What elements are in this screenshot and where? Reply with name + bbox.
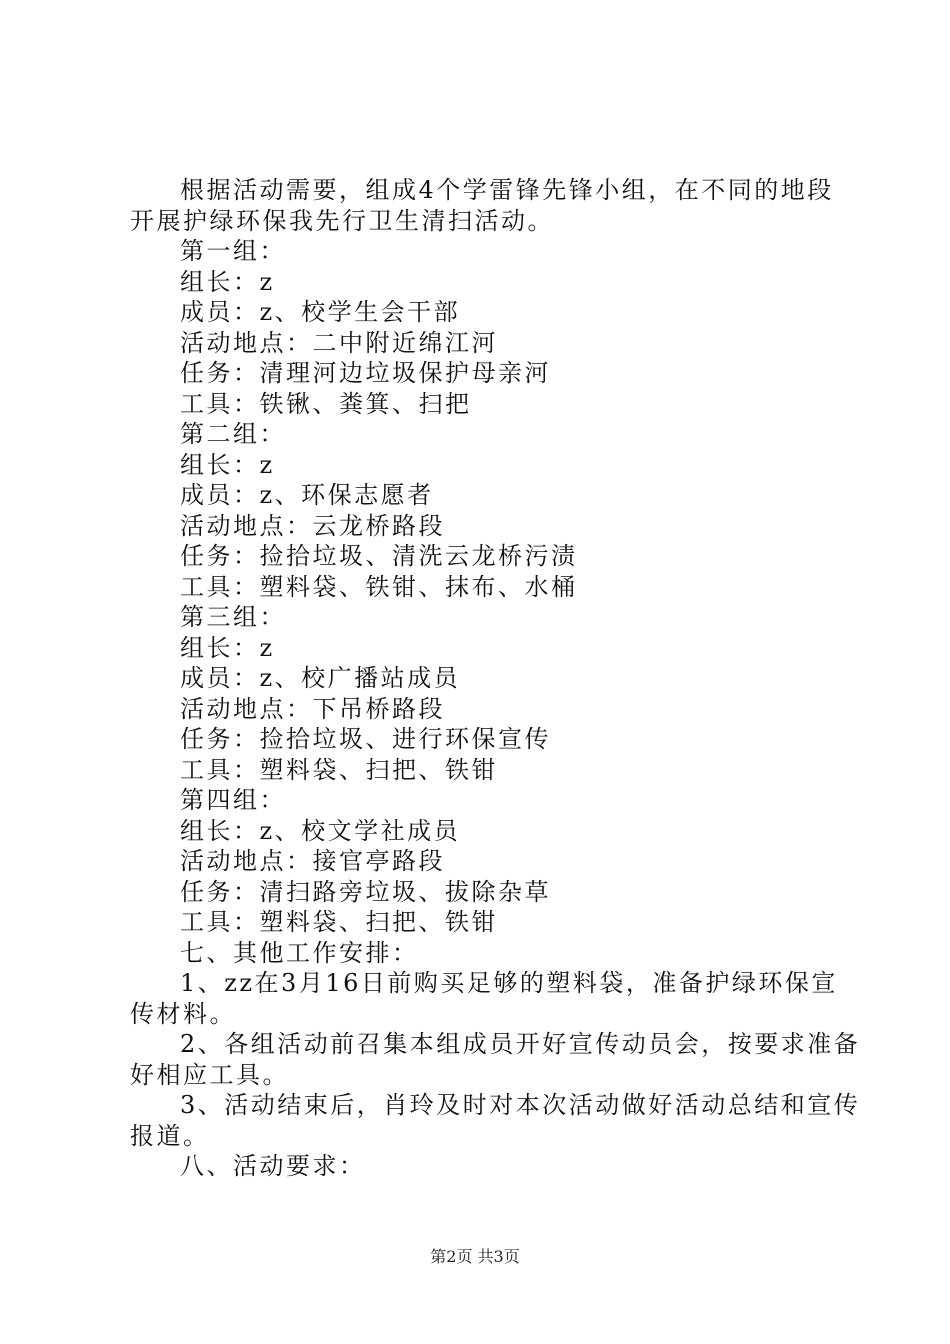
text-line: 第三组： (180, 603, 286, 631)
text-line: 八、活动要求： (180, 1152, 366, 1180)
text-line: 工具：铁锹、粪箕、扫把 (180, 389, 472, 418)
text-line: 任务：清扫路旁垃圾、拔除杂草 (180, 877, 551, 906)
text-line: 传材料。 (130, 999, 236, 1028)
text-line: 活动地点：接官亭路段 (180, 847, 445, 875)
text-line: 组长：z (180, 450, 275, 479)
text-line: 活动地点：二中附近绵江河 (180, 328, 498, 357)
text-line: 工具：塑料袋、扫把、铁钳 (180, 755, 498, 784)
text-line: 第二组： (180, 420, 286, 448)
text-line: 任务：捡拾垃圾、进行环保宣传 (180, 725, 551, 753)
text-line: 活动地点：云龙桥路段 (180, 511, 445, 540)
text-line: 组长：z (180, 267, 275, 296)
text-line: 第一组： (180, 237, 286, 265)
text-line: 七、其他工作安排： (180, 938, 419, 967)
text-line: 工具：塑料袋、铁钳、抹布、水桶 (180, 572, 578, 601)
document-body (130, 175, 861, 1182)
text-line: 1、zz在3月16日前购买足够的塑料袋，准备护绿环保宣 (180, 969, 838, 997)
text-line: 任务：捡拾垃圾、清洗云龙桥污渍 (180, 542, 578, 570)
text-line: 3、活动结束后，肖玲及时对本次活动做好活动总结和宣传 (180, 1091, 861, 1119)
page-footer: 第2页 共3页 (430, 1247, 520, 1266)
text-line: 2、各组活动前召集本组成员开好宣传动员会，按要求准备 (180, 1030, 861, 1058)
text-line: 根据活动需要，组成4个学雷锋先锋小组，在不同的地段 (180, 176, 834, 204)
text-line: 成员：z、校学生会干部 (180, 298, 461, 326)
text-line: 好相应工具。 (130, 1060, 289, 1089)
text-line: 成员：z、校广播站成员 (180, 664, 461, 692)
text-line: 组长：z、校文学社成员 (180, 816, 461, 845)
text-line: 报道。 (130, 1121, 210, 1150)
text-line: 工具：塑料袋、扫把、铁钳 (180, 908, 498, 936)
text-line: 任务：清理河边垃圾保护母亲河 (180, 359, 551, 387)
text-line: 开展护绿环保我先行卫生清扫活动。 (130, 206, 554, 235)
text-line: 组长：z (180, 633, 275, 662)
text-line: 活动地点：下吊桥路段 (180, 694, 445, 723)
text-line: 成员：z、环保志愿者 (180, 481, 434, 509)
text-line: 第四组： (180, 786, 286, 814)
